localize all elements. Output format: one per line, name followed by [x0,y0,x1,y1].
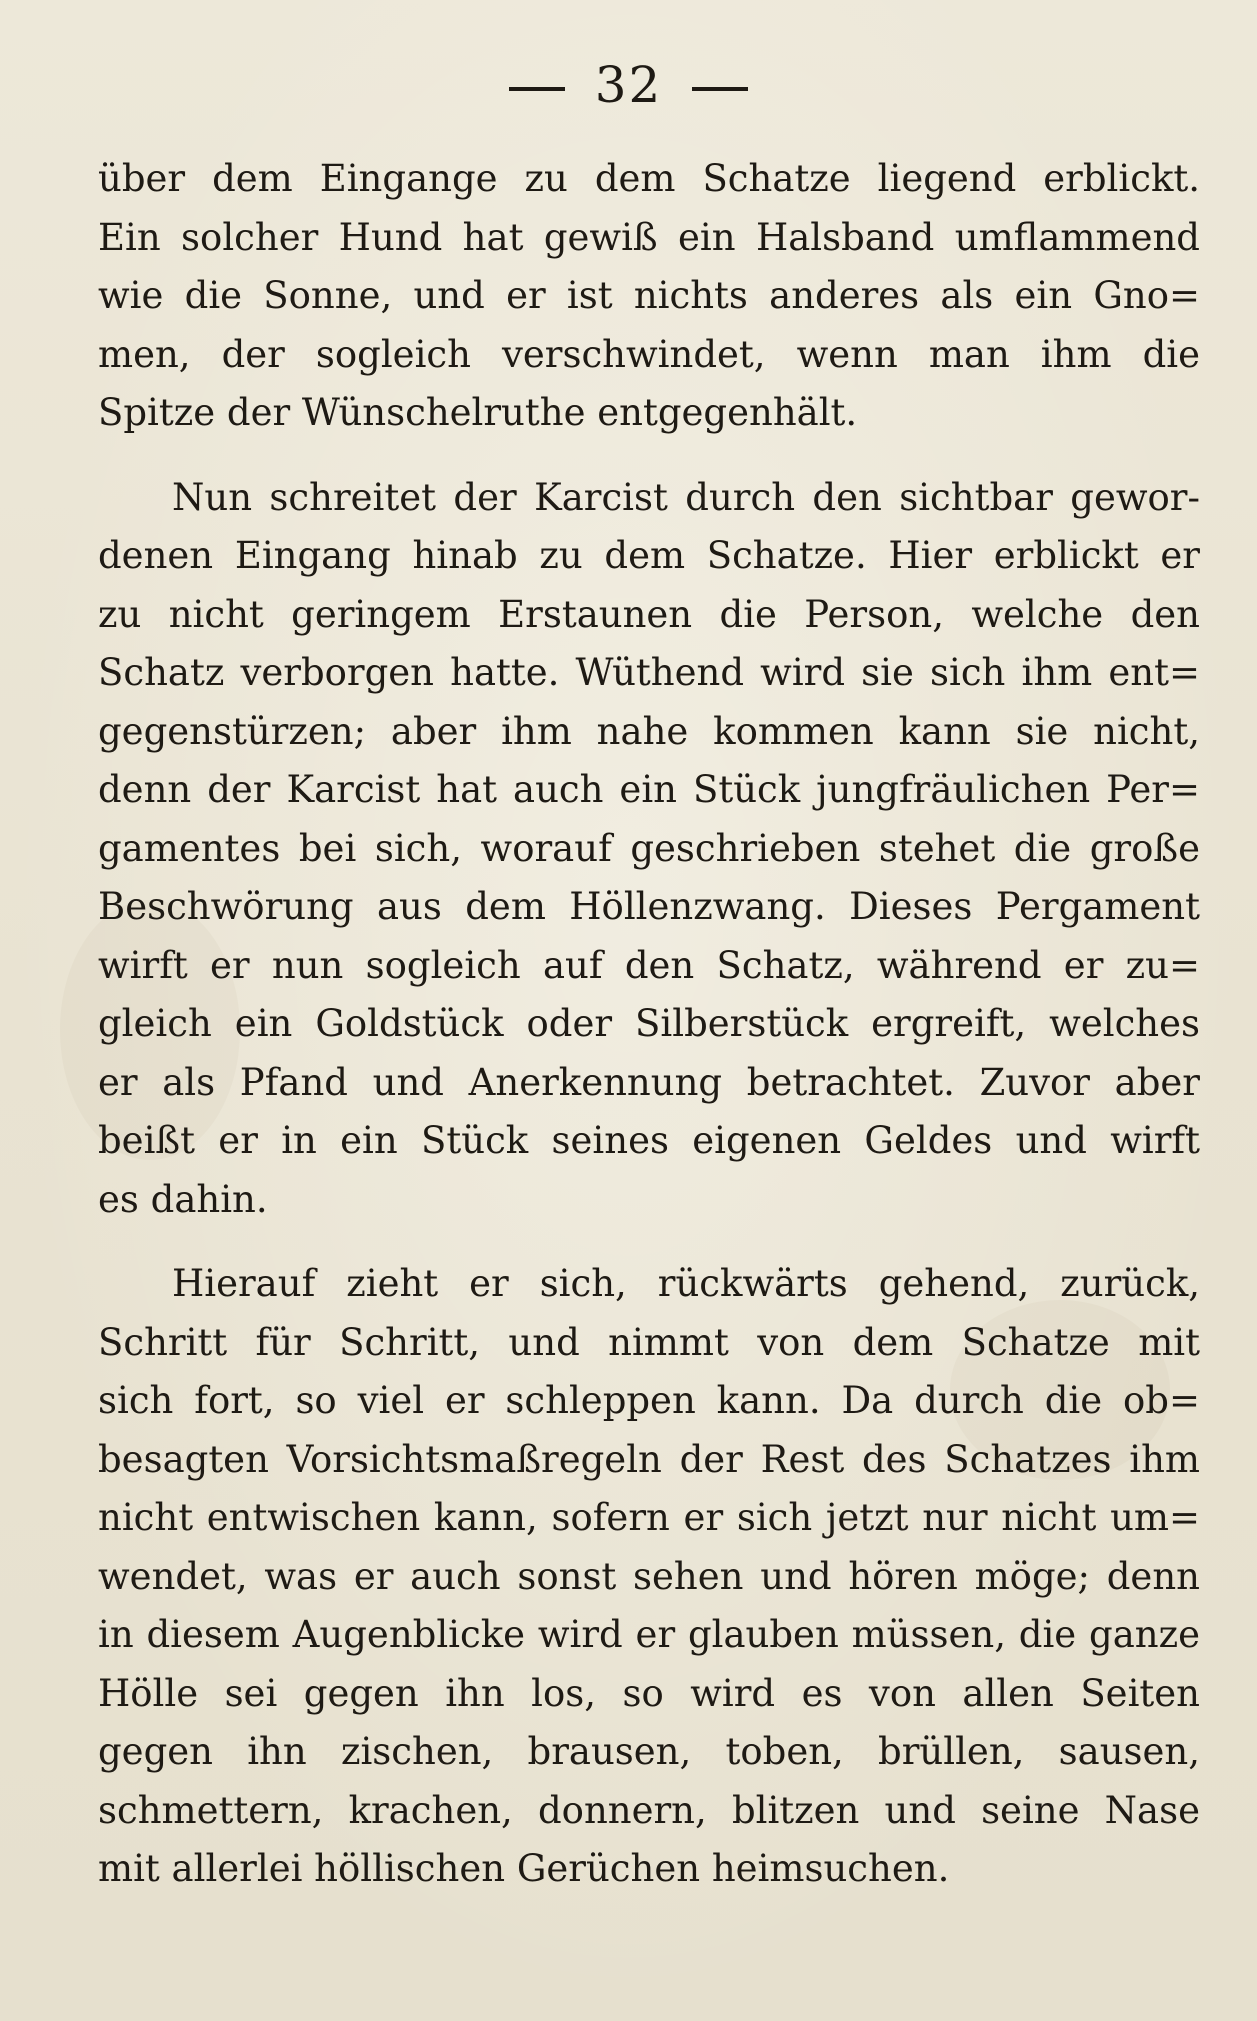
text-line: men, der sogleich verschwindet, wenn man ihm die [98,332,1200,376]
text-line: nicht entwischen kann, sofern er sich jetzt nur nicht um= [98,1496,1200,1539]
text-line: Beschwörung aus dem Höllenzwang. Dieses Pergament [98,885,1200,928]
paragraph [98,1255,1200,1899]
text-line: denen Eingang hinab zu dem Schatze. Hier erblickt er [98,534,1200,577]
page-header [0,55,1257,115]
text-line: besagten Vorsichtsmaßregeln der Rest des Schatzes ihm [98,1437,1200,1481]
text-line: Hölle sei gegen ihn los, so wird es von allen Seiten [98,1671,1200,1715]
text-line: Spitze der Wünschelruthe entgegenhält. [98,391,858,434]
text-line: Ein solcher Hund hat gewiß ein Halsband umflammend [98,215,1200,259]
text-line: Schritt für Schritt, und nimmt von dem Schatze mit [98,1320,1200,1364]
text-line: beißt er in ein Stück seines eigenen Geldes und wirft [98,1119,1200,1162]
text-line: schmettern, krachen, donnern, blitzen und seine Nase [98,1788,1200,1832]
text-line: gegenstürzen; aber ihm nahe kommen kann sie nicht, [98,709,1200,753]
text-line: er als Pfand und Anerkennung betrachtet. Zuvor aber [98,1060,1200,1104]
text-line: in diesem Augenblicke wird er glauben müssen, die ganze [98,1613,1200,1656]
page-number: 32 [594,56,663,114]
text-line: es dahin. [98,1177,268,1221]
header-dash-right [692,87,748,91]
header-dash-left [509,87,565,91]
paragraph [98,150,1200,443]
text-line: Schatz verborgen hatte. Wüthend wird sie sich ihm ent= [98,651,1200,694]
text-line: gleich ein Goldstück oder Silberstück ergreift, welches [98,1002,1200,1045]
text-line: gamentes bei sich, worauf geschrieben stehet die große [98,826,1200,870]
text-line: über dem Eingange zu dem Schatze liegend erblickt. [98,157,1200,200]
text-line: mit allerlei höllischen Gerüchen heimsuchen. [98,1847,950,1890]
paragraph [98,469,1200,1230]
text-line: wie die Sonne, und er ist nichts anderes als ein Gno= [98,274,1200,317]
text-line: wirft er nun sogleich auf den Schatz, während er zu= [98,943,1200,987]
text-line: denn der Karcist hat auch ein Stück jungfräulichen Per= [98,768,1200,811]
text-line: Hierauf zieht er sich, rückwärts gehend, zurück, [172,1262,1200,1305]
text-line: sich fort, so viel er schleppen kann. Da durch die ob= [98,1379,1200,1422]
text-line: gegen ihn zischen, brausen, toben, brüllen, sausen, [98,1730,1200,1773]
text-line: Nun schreitet der Karcist durch den sichtbar gewor- [172,475,1200,519]
text-line: zu nicht geringem Erstaunen die Person, welche den [98,592,1200,636]
text-line: wendet, was er auch sonst sehen und hören möge; denn [98,1554,1200,1598]
page-body [98,150,1200,1899]
